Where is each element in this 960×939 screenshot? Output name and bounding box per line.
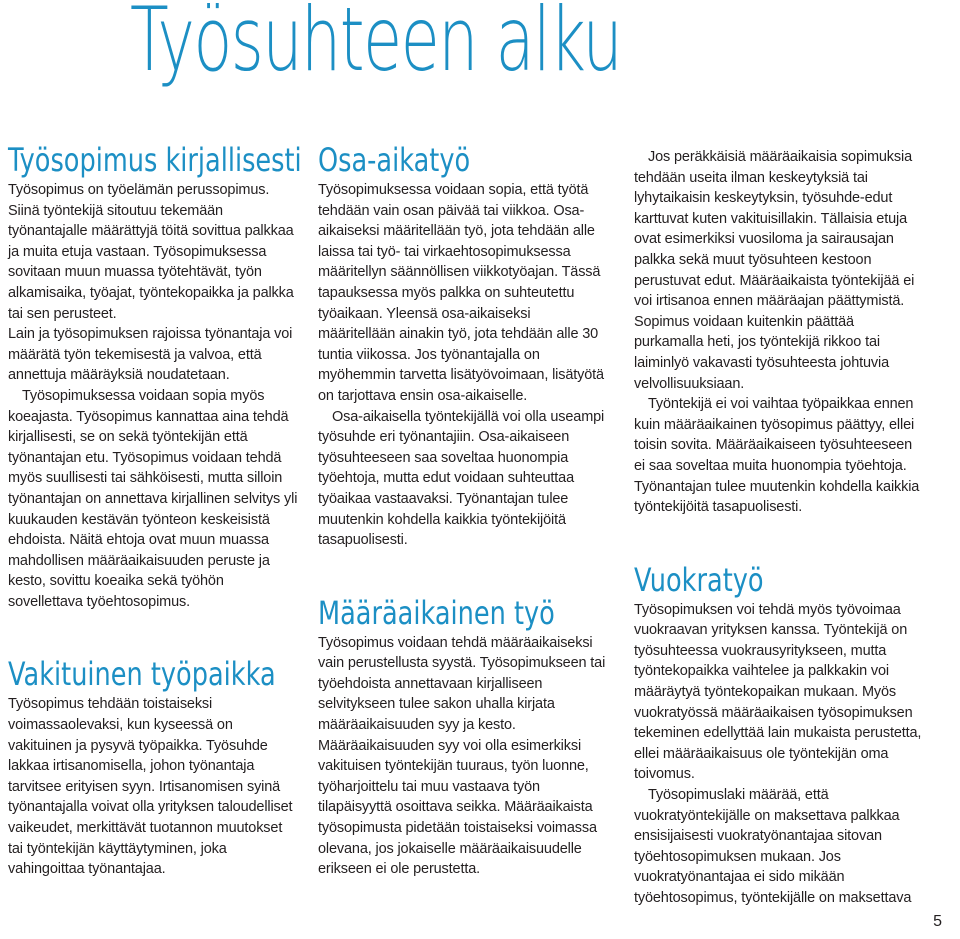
heading-kirjallisesti: Työsopimus kirjallisesti	[8, 141, 302, 179]
heading-vuokratyo: Vuokratyö	[634, 560, 764, 599]
paragraph: Työsopimuslaki määrää, että vuokratyöntekijälle on maksettava palkkaa ensisijaisesti vuokratyönantajaa sitovan työehtosopimuksen mukaan. Jos vuokratyönantajaa ei sido mikään työehtosopimus, työntekijälle on maksettava	[634, 787, 912, 906]
paragraph: Osa-aikaisella työntekijällä voi olla useampi työsuhde eri työnantajiin. Osa-aikaiseen työsuhteeseen saa soveltaa huonompia työehtoja, mutta edut voidaan suhteuttaa työaikaa vastaavaksi. Työnantajan tulee muutenkin kohdella kaikkia työntekijöitä tasapuolisesti.	[318, 408, 605, 549]
column-middle	[318, 140, 610, 880]
paragraph: Työsopimuksen voi tehdä myös työvoimaa vuokraavan yrityksen kanssa. Työntekijä on työsuhteessa vuokrausyritykseen, mutta työntekopaikka vaihtelee ja palkkakin voi määräytyä työntekopaikan mukaan. Myös vuokratyössä määräaikaisen työsopimuksen tekeminen edellyttää lain mukaista perustetta, ellei määräaikaisuus ole työntekijän oma toivomus.	[634, 601, 922, 783]
heading-maaraaikainen: Määräaikainen työ	[318, 593, 555, 632]
page-title: Työsuhteen alku	[130, 0, 622, 91]
paragraph: Lain ja työsopimuksen rajoissa työnantaja voi määrätä työn tekemisestä ja valvoa, että annettuja määräyksiä noudatetaan.	[8, 326, 293, 384]
heading-osa-aikatyo: Osa-aikatyö	[318, 141, 471, 179]
paragraph: Työsopimuksessa voidaan sopia, että työtä tehdään vain osan päivää tai viikkoa. Osa-aikaiseksi määritellään työ, jota tehdään alle laissa tai työ- tai virkaehtosopimuksessa määritellyn säännöllisen viikkotyöajan. Tässä tapauksessa myös palkka on suhteutettu työaikaan. Yleensä osa-aikaiseksi määritellään ainakin työ, jota tehdään alle 30 tuntia viikossa. Jos työnantajalla on myöhemmin tarvetta lisätyövoimaan, lisätyötä on tarjottava ensin osa-aikaiselle.	[318, 182, 604, 404]
paragraph: Työsopimus tehdään toistaiseksi voimassaolevaksi, kun kyseessä on vakituinen ja pysyvä työpaikka. Työsuhde lakkaa irtisanomisella, johon työnantaja tarvitsee erityisen syyn. Irtisanomisen syinä työnantajalla voivat olla yrityksen taloudelliset vaikeudet, merkittävät tuotannon muutokset tai työntekijän käyttäytyminen, joka vahingoittaa työnantajaa.	[8, 696, 293, 878]
column-left	[8, 140, 300, 880]
heading-vakituinen: Vakituinen työpaikka	[8, 655, 276, 694]
paragraph: Jos peräkkäisiä määräaikaisia sopimuksia tehdään useita ilman keskeytyksiä tai lyhytaikaisin keskeytyksin, työsuhde-edut karttuvat kuten vakituisillakin. Tällaisia etuja ovat esimerkiksi vuosiloma ja sairausajan palkka sekä muut työsuhteen kestoon perustuvat edut. Määräaikaista työntekijää ei voi irtisanoa ennen määräajan päättymistä. Sopimus voidaan kuitenkin päättää purkamalla heti, jos työntekijä rikkoo tai laiminlyö vakavasti työsuhteesta johtuvia velvollisuuksiaan.	[634, 149, 915, 392]
column-right	[634, 147, 926, 909]
paragraph: Työsopimus on työelämän perussopimus. Siinä työntekijä sitoutuu tekemään työnantajalle määrättyjä töitä sovittua palkkaa ja muita etuja vastaan. Työsopimuksessa sovitaan muun muassa työtehtävät, työn alkamisaika, työajat, työntekopaikka ja palkka tai sen perusteet.	[8, 182, 294, 322]
paragraph: Työsopimuksessa voidaan sopia myös koeajasta. Työsopimus kannattaa aina tehdä kirjallisesti, se on sekä työntekijän että työnantajan etu. Työsopimus voidaan tehdä myös suullisesti tai sähköisesti, mutta silloin työnantajan on annettava kirjallinen selvitys yli kuukauden kestävän työnteon keskeisistä ehdoista. Näitä ehtoja ovat muun muassa mahdollisen määräaikaisuuden peruste ja kesto, sovittu koeaika sekä työhön sovellettava työehtosopimus.	[8, 387, 298, 610]
page-number: 5	[933, 913, 942, 930]
paragraph: Työsopimus voidaan tehdä määräaikaiseksi vain perustellusta syystä. Työsopimukseen tai työehdoista annettavaan kirjalliseen selvitykseen tulee sakon uhalla kirjata määräaikaisuuden syy ja kesto. Määräaikaisuuden syy voi olla esimerkiksi vakituisen työntekijän tuuraus, työn luonne, työharjoittelu tai muu vastaava työn tilapäisyyttä osoittava seikka. Määräaikaista työsopimusta pidetään toistaiseksi voimassa olevana, jos jokaiselle määräaikaisuudelle erikseen ei ole perustetta.	[318, 634, 606, 878]
paragraph: Työntekijä ei voi vaihtaa työpaikkaa ennen kuin määräaikainen työsopimus päättyy, ellei toisin sovita. Määräaikaiseen työsuhteeseen ei saa soveltaa muita huonompia työehtoja. Työnantajan tulee muutenkin kohdella kaikkia työntekijöitä tasapuolisesti.	[634, 396, 920, 516]
